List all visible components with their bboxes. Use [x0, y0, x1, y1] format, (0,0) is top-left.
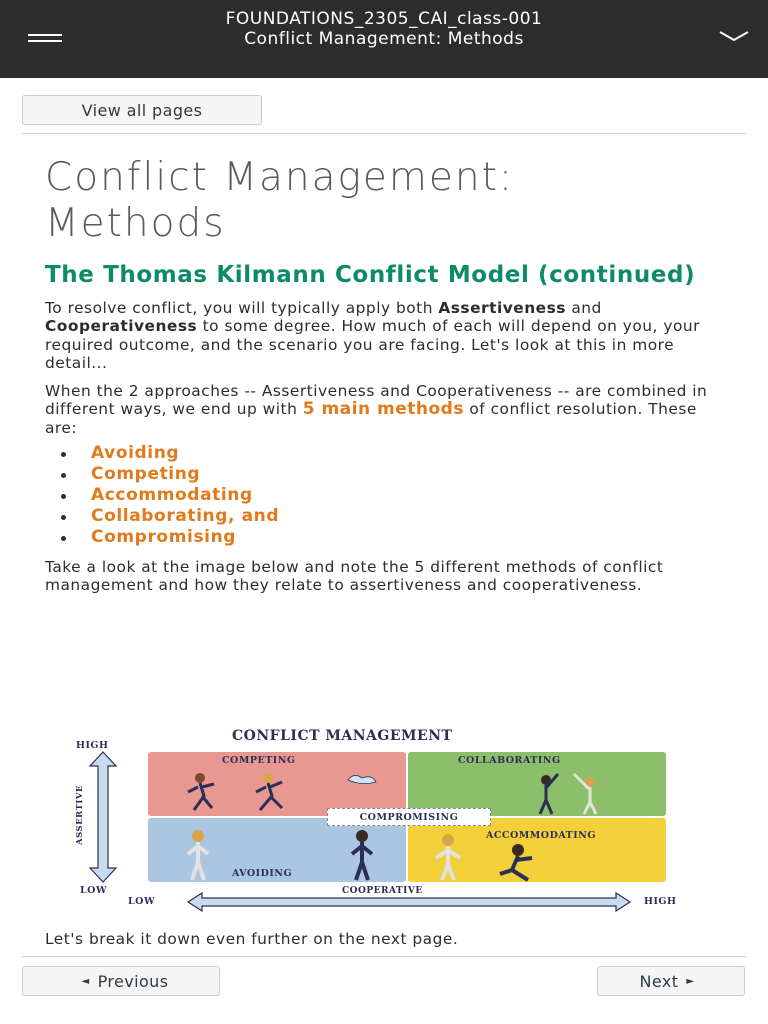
collaborating-figures-icon	[408, 752, 666, 816]
quadrant-accommodating	[408, 818, 666, 882]
competing-figures-icon	[148, 752, 406, 816]
next-label: Next	[639, 971, 679, 991]
view-all-pages-button[interactable]	[22, 95, 262, 125]
previous-label: Previous	[97, 971, 169, 991]
five-methods-highlight: 5 main methods	[302, 399, 464, 420]
topbar-page-title: Conflict Management: Methods	[244, 29, 524, 49]
method-collaborating: Collaborating, and	[45, 506, 725, 527]
collaborating-label: COLLABORATING	[458, 755, 561, 766]
avoiding-label: AVOIDING	[232, 868, 293, 879]
previous-arrow-icon: ◄	[81, 975, 90, 987]
view-all-pages-label: View all pages	[81, 100, 203, 120]
assertiveness-term: Assertiveness	[438, 299, 566, 317]
topbar-titles	[120, 10, 648, 49]
page-content	[45, 155, 725, 595]
y-axis-high-label: HIGH	[76, 740, 109, 751]
top-bar	[0, 0, 768, 78]
x-axis-low-label: LOW	[128, 896, 156, 907]
intro-and: and	[565, 299, 602, 317]
chevron-down-icon[interactable]	[718, 26, 750, 46]
method-compromising: Compromising	[45, 527, 725, 548]
y-axis-low-label: LOW	[80, 885, 108, 896]
cooperativeness-term: Cooperativeness	[45, 317, 198, 336]
quadrant-collaborating	[408, 752, 666, 816]
intro-text-1: To resolve conflict, you will typically apply both	[45, 299, 439, 317]
divider	[22, 956, 746, 957]
method-competing: Competing	[45, 464, 725, 485]
competing-label: COMPETING	[222, 755, 296, 766]
section-subtitle: The Thomas Kilmann Conflict Model (continued)	[45, 262, 696, 288]
previous-button[interactable]	[22, 966, 220, 996]
conflict-management-figure	[72, 728, 697, 918]
y-axis-label: ASSERTIVE	[74, 785, 85, 845]
intro-paragraph	[45, 299, 725, 372]
method-accommodating: Accommodating	[45, 485, 725, 506]
divider	[22, 133, 746, 134]
image-intro-paragraph: Take a look at the image below and note the 5 different methods of conflict management and how they relate to assertiveness and cooperativeness.	[45, 558, 664, 595]
next-button[interactable]	[597, 966, 745, 996]
avoiding-figures-icon	[148, 818, 406, 882]
closing-paragraph: Let's break it down even further on the next page.	[45, 930, 459, 948]
approaches-text-1: When the 2 approaches -- Assertiveness and Cooperativeness -- are combined in different ways, we end up with	[45, 382, 708, 419]
x-axis-high-label: HIGH	[644, 896, 677, 907]
y-axis-arrow-icon	[88, 750, 118, 884]
methods-list	[45, 443, 725, 548]
page-title: Conflict Management: Methods	[45, 155, 515, 246]
approaches-text-2: of conflict resolution. These are:	[45, 400, 697, 437]
menu-icon[interactable]	[28, 30, 62, 50]
next-arrow-icon: ►	[686, 975, 695, 987]
course-title: FOUNDATIONS_2305_CAI_class-001	[225, 9, 543, 29]
quadrant-avoiding	[148, 818, 406, 882]
compromising-label: COMPROMISING	[359, 811, 459, 823]
method-avoiding: Avoiding	[45, 443, 725, 464]
intro-text-2: to some degree. How much of each will depend on you, your required outcome, and the scenario you are facing. Let's look at this in more detail...	[45, 317, 700, 372]
x-axis-label: COOPERATIVE	[342, 886, 423, 896]
compromising-label-box	[327, 808, 491, 826]
accommodating-label: ACCOMMODATING	[486, 830, 596, 841]
quadrant-competing	[148, 752, 406, 816]
figure-title: CONFLICT MANAGEMENT	[232, 728, 453, 744]
approaches-paragraph	[45, 382, 725, 437]
accommodating-figures-icon	[408, 818, 666, 882]
